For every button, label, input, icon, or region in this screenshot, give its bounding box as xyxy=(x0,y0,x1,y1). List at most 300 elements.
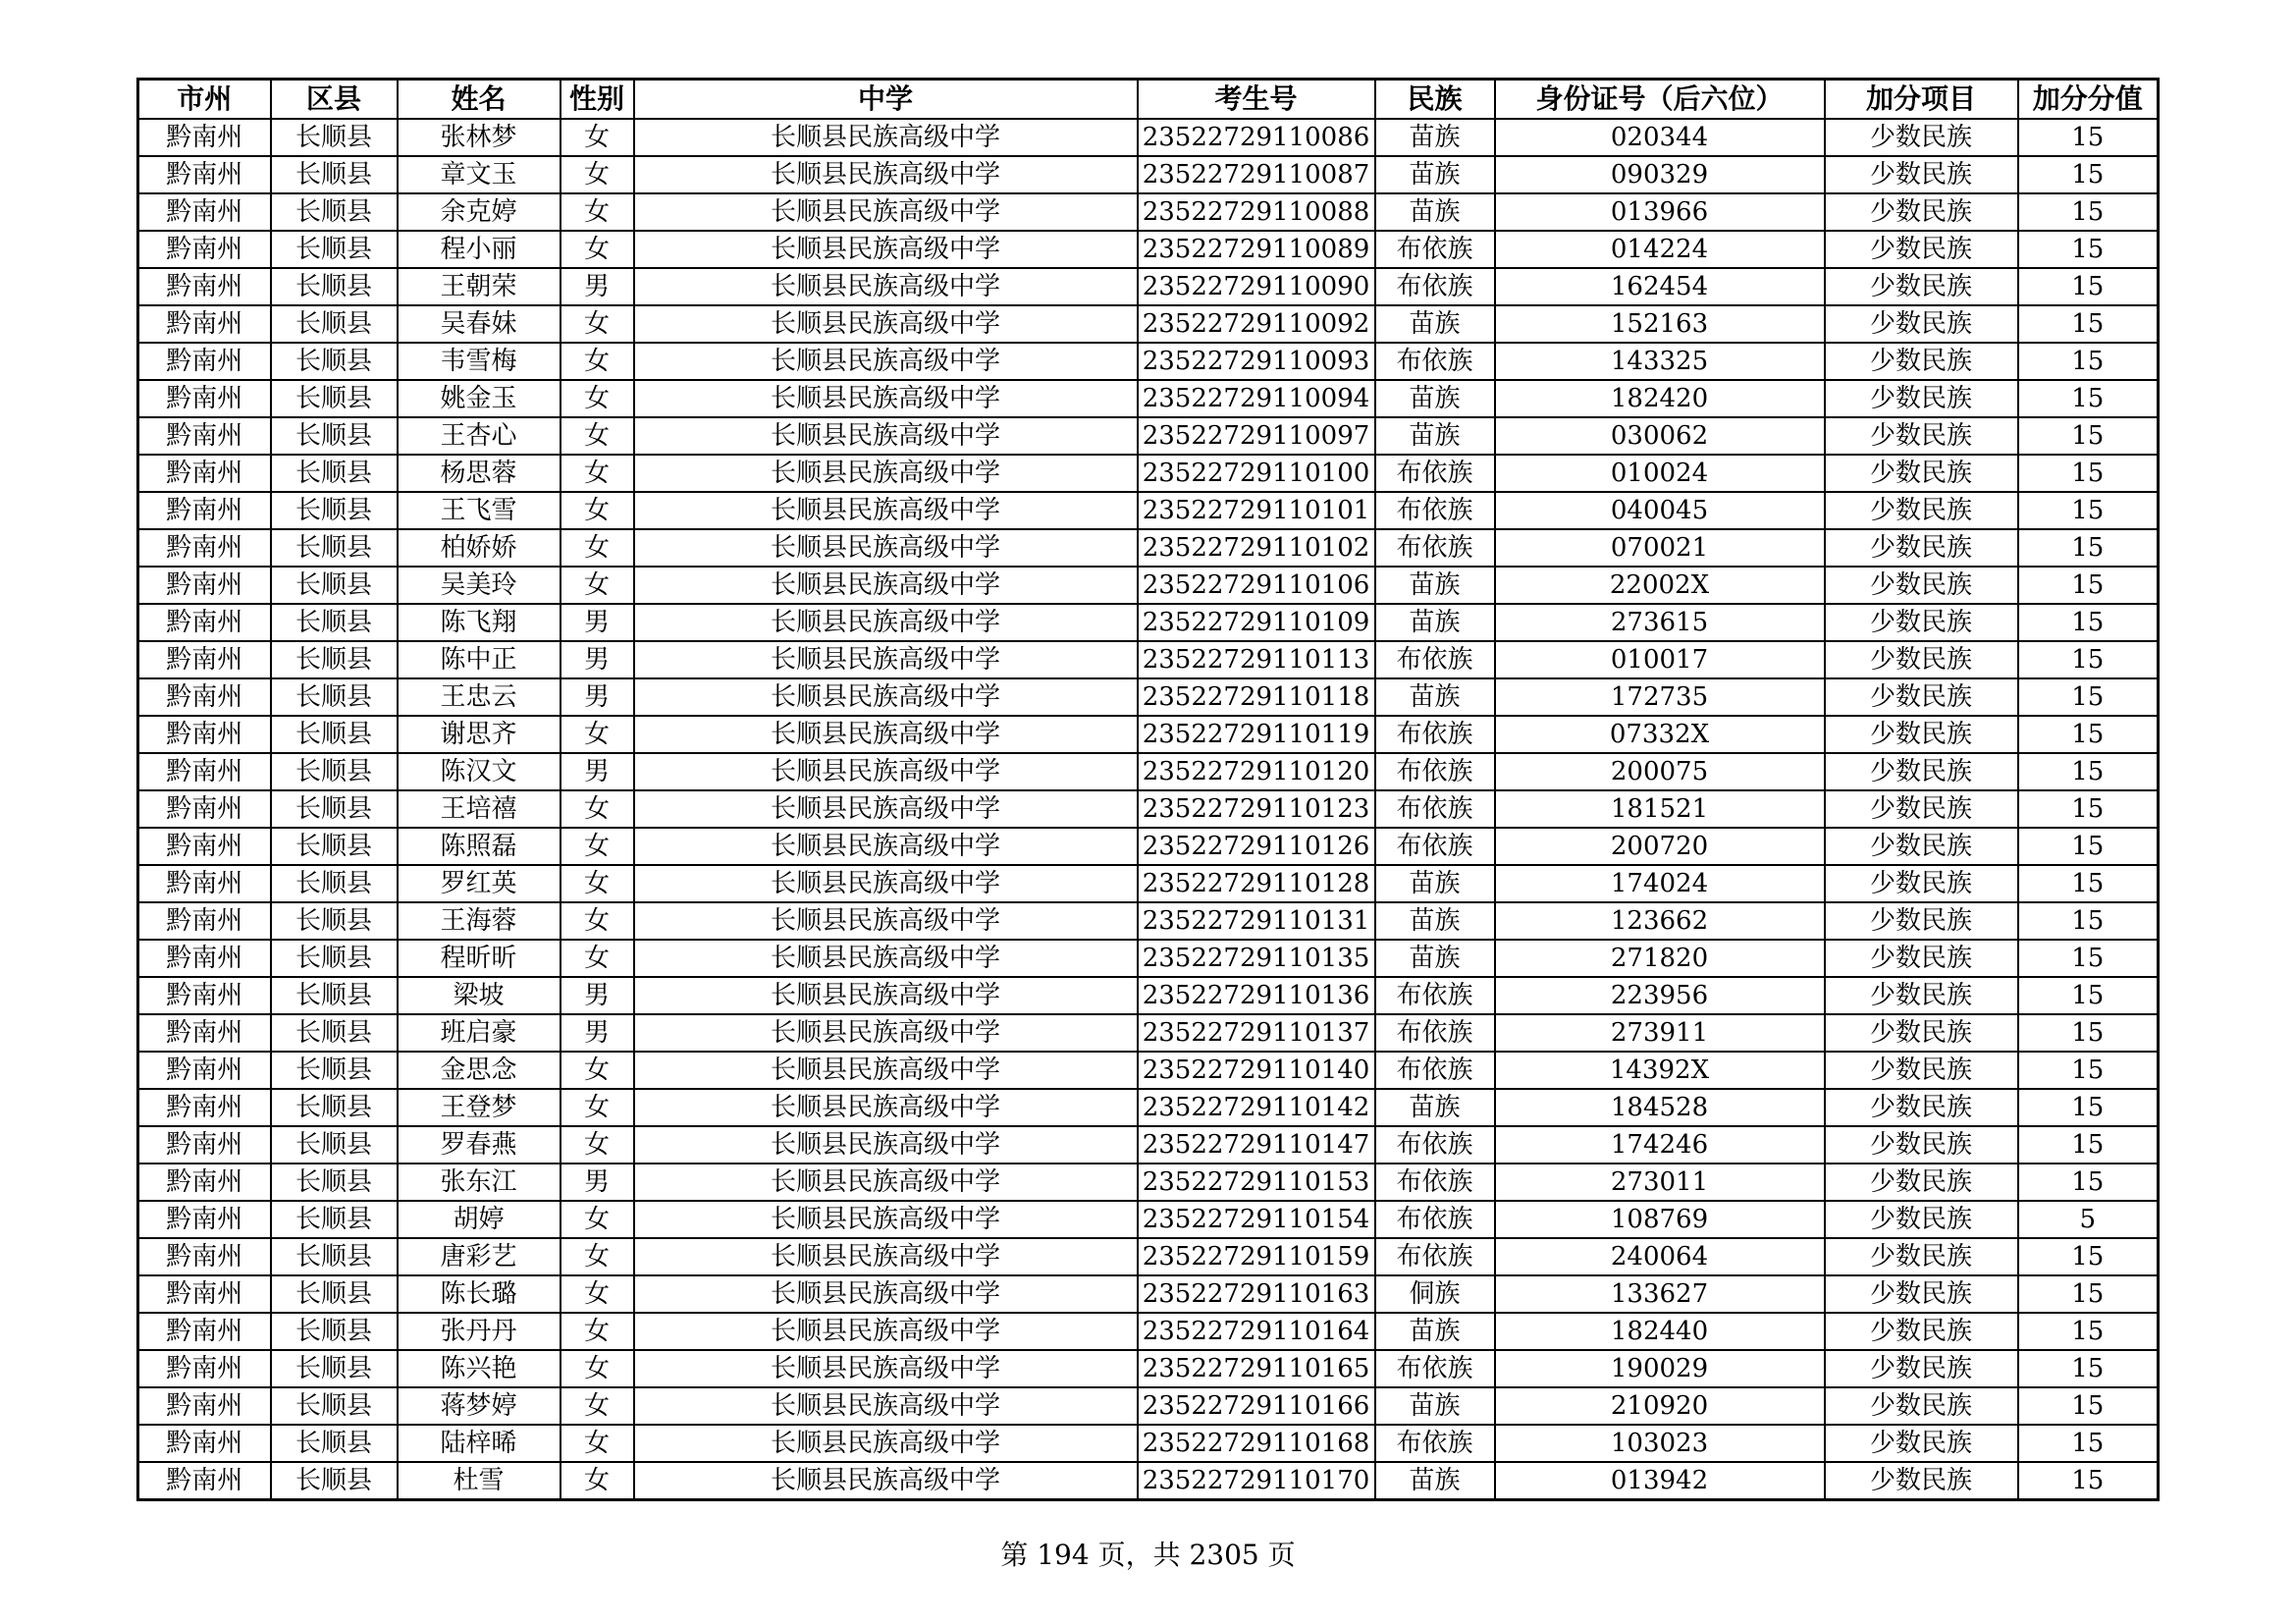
cell-bonus-item: 少数民族 xyxy=(1825,977,2018,1014)
cell-gender: 女 xyxy=(561,492,634,529)
cell-name: 陈中正 xyxy=(398,641,561,678)
column-header-gender: 性别 xyxy=(561,80,634,120)
table-row xyxy=(138,641,2159,678)
cell-id-suffix: 040045 xyxy=(1495,492,1825,529)
cell-ethnicity: 苗族 xyxy=(1375,678,1495,716)
cell-exam-id: 23522729110093 xyxy=(1138,343,1375,380)
cell-name: 韦雪梅 xyxy=(398,343,561,380)
cell-ethnicity: 苗族 xyxy=(1375,902,1495,940)
cell-bonus-score: 15 xyxy=(2018,567,2159,604)
cell-bonus-score: 15 xyxy=(2018,1164,2159,1201)
cell-county: 长顺县 xyxy=(271,940,398,977)
cell-name: 王飞雪 xyxy=(398,492,561,529)
cell-bonus-item: 少数民族 xyxy=(1825,1275,2018,1313)
cell-city: 黔南州 xyxy=(138,380,271,417)
cell-id-suffix: 273011 xyxy=(1495,1164,1825,1201)
cell-bonus-item: 少数民族 xyxy=(1825,343,2018,380)
cell-ethnicity: 苗族 xyxy=(1375,604,1495,641)
table-row xyxy=(138,231,2159,268)
cell-ethnicity: 苗族 xyxy=(1375,1462,1495,1500)
table-row xyxy=(138,940,2159,977)
cell-bonus-item: 少数民族 xyxy=(1825,231,2018,268)
cell-county: 长顺县 xyxy=(271,268,398,305)
cell-county: 长顺县 xyxy=(271,305,398,343)
cell-name: 陈照磊 xyxy=(398,828,561,865)
cell-id-suffix: 103023 xyxy=(1495,1425,1825,1462)
cell-county: 长顺县 xyxy=(271,1052,398,1089)
column-header-bonus-item: 加分项目 xyxy=(1825,80,2018,120)
cell-gender: 女 xyxy=(561,1275,634,1313)
cell-gender: 女 xyxy=(561,1238,634,1275)
cell-id-suffix: 090329 xyxy=(1495,156,1825,193)
cell-ethnicity: 布依族 xyxy=(1375,231,1495,268)
cell-exam-id: 23522729110123 xyxy=(1138,790,1375,828)
cell-ethnicity: 苗族 xyxy=(1375,193,1495,231)
table-row xyxy=(138,1238,2159,1275)
cell-name: 张林梦 xyxy=(398,119,561,156)
table-row xyxy=(138,977,2159,1014)
cell-bonus-item: 少数民族 xyxy=(1825,678,2018,716)
cell-bonus-score: 15 xyxy=(2018,455,2159,492)
cell-gender: 女 xyxy=(561,940,634,977)
cell-bonus-score: 15 xyxy=(2018,1425,2159,1462)
cell-exam-id: 23522729110170 xyxy=(1138,1462,1375,1500)
cell-school: 长顺县民族高级中学 xyxy=(634,567,1138,604)
cell-bonus-item: 少数民族 xyxy=(1825,417,2018,455)
cell-id-suffix: 14392X xyxy=(1495,1052,1825,1089)
cell-school: 长顺县民族高级中学 xyxy=(634,865,1138,902)
cell-id-suffix: 273615 xyxy=(1495,604,1825,641)
cell-gender: 男 xyxy=(561,753,634,790)
cell-name: 金思念 xyxy=(398,1052,561,1089)
cell-exam-id: 23522729110086 xyxy=(1138,119,1375,156)
cell-city: 黔南州 xyxy=(138,828,271,865)
cell-gender: 女 xyxy=(561,1313,634,1350)
table-row xyxy=(138,604,2159,641)
cell-id-suffix: 182440 xyxy=(1495,1313,1825,1350)
cell-exam-id: 23522729110120 xyxy=(1138,753,1375,790)
table-row xyxy=(138,1350,2159,1387)
cell-bonus-score: 15 xyxy=(2018,940,2159,977)
cell-city: 黔南州 xyxy=(138,641,271,678)
cell-bonus-score: 15 xyxy=(2018,492,2159,529)
cell-school: 长顺县民族高级中学 xyxy=(634,193,1138,231)
cell-ethnicity: 布依族 xyxy=(1375,1238,1495,1275)
table-row xyxy=(138,828,2159,865)
table-row xyxy=(138,305,2159,343)
cell-city: 黔南州 xyxy=(138,1275,271,1313)
cell-id-suffix: 013966 xyxy=(1495,193,1825,231)
cell-school: 长顺县民族高级中学 xyxy=(634,940,1138,977)
cell-ethnicity: 布依族 xyxy=(1375,1126,1495,1164)
cell-ethnicity: 布依族 xyxy=(1375,492,1495,529)
cell-bonus-score: 15 xyxy=(2018,790,2159,828)
cell-bonus-item: 少数民族 xyxy=(1825,193,2018,231)
cell-ethnicity: 苗族 xyxy=(1375,1387,1495,1425)
cell-exam-id: 23522729110159 xyxy=(1138,1238,1375,1275)
table-row xyxy=(138,1089,2159,1126)
cell-bonus-item: 少数民族 xyxy=(1825,940,2018,977)
cell-gender: 女 xyxy=(561,231,634,268)
cell-name: 章文玉 xyxy=(398,156,561,193)
cell-gender: 女 xyxy=(561,193,634,231)
cell-name: 王海蓉 xyxy=(398,902,561,940)
cell-name: 胡婷 xyxy=(398,1201,561,1238)
cell-exam-id: 23522729110147 xyxy=(1138,1126,1375,1164)
cell-name: 蒋梦婷 xyxy=(398,1387,561,1425)
cell-gender: 男 xyxy=(561,1014,634,1052)
cell-city: 黔南州 xyxy=(138,567,271,604)
cell-ethnicity: 布依族 xyxy=(1375,828,1495,865)
cell-school: 长顺县民族高级中学 xyxy=(634,380,1138,417)
cell-ethnicity: 苗族 xyxy=(1375,119,1495,156)
column-header-school: 中学 xyxy=(634,80,1138,120)
cell-gender: 女 xyxy=(561,790,634,828)
cell-county: 长顺县 xyxy=(271,828,398,865)
page-number-footer: 第 194 页，共 2305 页 xyxy=(1000,1539,1296,1571)
cell-bonus-item: 少数民族 xyxy=(1825,119,2018,156)
cell-exam-id: 23522729110136 xyxy=(1138,977,1375,1014)
cell-gender: 女 xyxy=(561,1201,634,1238)
cell-id-suffix: 013942 xyxy=(1495,1462,1825,1500)
column-header-county: 区县 xyxy=(271,80,398,120)
cell-gender: 男 xyxy=(561,678,634,716)
cell-bonus-item: 少数民族 xyxy=(1825,1350,2018,1387)
cell-bonus-item: 少数民族 xyxy=(1825,1164,2018,1201)
table-row xyxy=(138,417,2159,455)
cell-school: 长顺县民族高级中学 xyxy=(634,1089,1138,1126)
cell-bonus-score: 15 xyxy=(2018,977,2159,1014)
cell-school: 长顺县民族高级中学 xyxy=(634,492,1138,529)
cell-ethnicity: 苗族 xyxy=(1375,1089,1495,1126)
cell-ethnicity: 苗族 xyxy=(1375,567,1495,604)
cell-city: 黔南州 xyxy=(138,1238,271,1275)
cell-bonus-item: 少数民族 xyxy=(1825,1425,2018,1462)
cell-county: 长顺县 xyxy=(271,193,398,231)
cell-bonus-item: 少数民族 xyxy=(1825,529,2018,567)
cell-name: 杨思蓉 xyxy=(398,455,561,492)
cell-school: 长顺县民族高级中学 xyxy=(634,1201,1138,1238)
cell-exam-id: 23522729110164 xyxy=(1138,1313,1375,1350)
cell-city: 黔南州 xyxy=(138,119,271,156)
cell-name: 程小丽 xyxy=(398,231,561,268)
cell-county: 长顺县 xyxy=(271,1275,398,1313)
cell-name: 杜雪 xyxy=(398,1462,561,1500)
cell-bonus-score: 15 xyxy=(2018,305,2159,343)
cell-county: 长顺县 xyxy=(271,753,398,790)
cell-bonus-item: 少数民族 xyxy=(1825,1014,2018,1052)
cell-gender: 男 xyxy=(561,268,634,305)
cell-bonus-score: 15 xyxy=(2018,865,2159,902)
cell-school: 长顺县民族高级中学 xyxy=(634,753,1138,790)
cell-bonus-item: 少数民族 xyxy=(1825,268,2018,305)
cell-county: 长顺县 xyxy=(271,455,398,492)
table-row xyxy=(138,1164,2159,1201)
cell-school: 长顺县民族高级中学 xyxy=(634,1425,1138,1462)
table-row xyxy=(138,1387,2159,1425)
cell-id-suffix: 172735 xyxy=(1495,678,1825,716)
cell-exam-id: 23522729110100 xyxy=(1138,455,1375,492)
cell-name: 王杏心 xyxy=(398,417,561,455)
cell-city: 黔南州 xyxy=(138,492,271,529)
table-row xyxy=(138,753,2159,790)
cell-city: 黔南州 xyxy=(138,940,271,977)
cell-gender: 女 xyxy=(561,865,634,902)
cell-gender: 女 xyxy=(561,1089,634,1126)
cell-bonus-item: 少数民族 xyxy=(1825,380,2018,417)
table-row xyxy=(138,343,2159,380)
cell-city: 黔南州 xyxy=(138,790,271,828)
table-row xyxy=(138,119,2159,156)
cell-county: 长顺县 xyxy=(271,1350,398,1387)
cell-name: 罗春燕 xyxy=(398,1126,561,1164)
cell-name: 谢思齐 xyxy=(398,716,561,753)
cell-bonus-item: 少数民族 xyxy=(1825,604,2018,641)
cell-city: 黔南州 xyxy=(138,1164,271,1201)
table-row xyxy=(138,1425,2159,1462)
cell-city: 黔南州 xyxy=(138,417,271,455)
cell-city: 黔南州 xyxy=(138,1052,271,1089)
cell-school: 长顺县民族高级中学 xyxy=(634,343,1138,380)
cell-county: 长顺县 xyxy=(271,343,398,380)
cell-school: 长顺县民族高级中学 xyxy=(634,678,1138,716)
cell-id-suffix: 133627 xyxy=(1495,1275,1825,1313)
cell-county: 长顺县 xyxy=(271,1089,398,1126)
table-row xyxy=(138,492,2159,529)
cell-gender: 女 xyxy=(561,343,634,380)
cell-name: 梁坡 xyxy=(398,977,561,1014)
cell-exam-id: 23522729110131 xyxy=(1138,902,1375,940)
cell-id-suffix: 174246 xyxy=(1495,1126,1825,1164)
cell-school: 长顺县民族高级中学 xyxy=(634,1052,1138,1089)
table-row xyxy=(138,1462,2159,1500)
cell-name: 姚金玉 xyxy=(398,380,561,417)
cell-bonus-item: 少数民族 xyxy=(1825,1387,2018,1425)
cell-gender: 女 xyxy=(561,1462,634,1500)
cell-exam-id: 23522729110109 xyxy=(1138,604,1375,641)
cell-gender: 女 xyxy=(561,1350,634,1387)
cell-gender: 女 xyxy=(561,417,634,455)
cell-city: 黔南州 xyxy=(138,1201,271,1238)
cell-bonus-item: 少数民族 xyxy=(1825,641,2018,678)
cell-id-suffix: 174024 xyxy=(1495,865,1825,902)
cell-city: 黔南州 xyxy=(138,1425,271,1462)
cell-bonus-score: 15 xyxy=(2018,678,2159,716)
cell-gender: 女 xyxy=(561,1425,634,1462)
cell-name: 余克婷 xyxy=(398,193,561,231)
cell-exam-id: 23522729110102 xyxy=(1138,529,1375,567)
table-body xyxy=(138,119,2159,1500)
cell-name: 王登梦 xyxy=(398,1089,561,1126)
cell-school: 长顺县民族高级中学 xyxy=(634,604,1138,641)
cell-ethnicity: 苗族 xyxy=(1375,305,1495,343)
cell-ethnicity: 布依族 xyxy=(1375,716,1495,753)
cell-bonus-item: 少数民族 xyxy=(1825,828,2018,865)
cell-ethnicity: 布依族 xyxy=(1375,1350,1495,1387)
cell-ethnicity: 布依族 xyxy=(1375,753,1495,790)
cell-county: 长顺县 xyxy=(271,678,398,716)
cell-gender: 女 xyxy=(561,567,634,604)
cell-bonus-item: 少数民族 xyxy=(1825,902,2018,940)
cell-ethnicity: 苗族 xyxy=(1375,865,1495,902)
table-row xyxy=(138,678,2159,716)
cell-name: 陈飞翔 xyxy=(398,604,561,641)
cell-gender: 女 xyxy=(561,119,634,156)
cell-id-suffix: 020344 xyxy=(1495,119,1825,156)
cell-name: 罗红英 xyxy=(398,865,561,902)
cell-name: 柏娇娇 xyxy=(398,529,561,567)
column-header-city: 市州 xyxy=(138,80,271,120)
cell-id-suffix: 200720 xyxy=(1495,828,1825,865)
table-row xyxy=(138,1052,2159,1089)
cell-id-suffix: 182420 xyxy=(1495,380,1825,417)
cell-bonus-score: 15 xyxy=(2018,1014,2159,1052)
cell-bonus-score: 15 xyxy=(2018,1126,2159,1164)
cell-ethnicity: 布依族 xyxy=(1375,529,1495,567)
cell-ethnicity: 苗族 xyxy=(1375,417,1495,455)
cell-exam-id: 23522729110137 xyxy=(1138,1014,1375,1052)
cell-bonus-item: 少数民族 xyxy=(1825,753,2018,790)
table-row xyxy=(138,865,2159,902)
cell-bonus-item: 少数民族 xyxy=(1825,1089,2018,1126)
cell-ethnicity: 布依族 xyxy=(1375,1014,1495,1052)
cell-id-suffix: 240064 xyxy=(1495,1238,1825,1275)
cell-exam-id: 23522729110126 xyxy=(1138,828,1375,865)
cell-ethnicity: 布依族 xyxy=(1375,343,1495,380)
cell-exam-id: 23522729110142 xyxy=(1138,1089,1375,1126)
cell-bonus-score: 15 xyxy=(2018,1350,2159,1387)
cell-name: 吴美玲 xyxy=(398,567,561,604)
cell-school: 长顺县民族高级中学 xyxy=(634,305,1138,343)
cell-bonus-item: 少数民族 xyxy=(1825,305,2018,343)
cell-city: 黔南州 xyxy=(138,455,271,492)
cell-bonus-score: 15 xyxy=(2018,716,2159,753)
cell-exam-id: 23522729110135 xyxy=(1138,940,1375,977)
cell-bonus-item: 少数民族 xyxy=(1825,1201,2018,1238)
cell-county: 长顺县 xyxy=(271,417,398,455)
cell-ethnicity: 苗族 xyxy=(1375,1313,1495,1350)
cell-bonus-score: 15 xyxy=(2018,753,2159,790)
cell-bonus-item: 少数民族 xyxy=(1825,156,2018,193)
table-header-row xyxy=(138,80,2159,120)
cell-name: 班启豪 xyxy=(398,1014,561,1052)
cell-city: 黔南州 xyxy=(138,1126,271,1164)
cell-school: 长顺县民族高级中学 xyxy=(634,455,1138,492)
cell-county: 长顺县 xyxy=(271,119,398,156)
cell-school: 长顺县民族高级中学 xyxy=(634,1350,1138,1387)
cell-city: 黔南州 xyxy=(138,193,271,231)
cell-id-suffix: 143325 xyxy=(1495,343,1825,380)
cell-county: 长顺县 xyxy=(271,567,398,604)
cell-name: 陈汉文 xyxy=(398,753,561,790)
cell-id-suffix: 123662 xyxy=(1495,902,1825,940)
cell-exam-id: 23522729110101 xyxy=(1138,492,1375,529)
cell-ethnicity: 布依族 xyxy=(1375,1201,1495,1238)
cell-school: 长顺县民族高级中学 xyxy=(634,977,1138,1014)
cell-exam-id: 23522729110092 xyxy=(1138,305,1375,343)
cell-id-suffix: 181521 xyxy=(1495,790,1825,828)
cell-school: 长顺县民族高级中学 xyxy=(634,268,1138,305)
cell-city: 黔南州 xyxy=(138,1313,271,1350)
cell-id-suffix: 014224 xyxy=(1495,231,1825,268)
cell-county: 长顺县 xyxy=(271,1126,398,1164)
cell-school: 长顺县民族高级中学 xyxy=(634,1126,1138,1164)
cell-ethnicity: 布依族 xyxy=(1375,977,1495,1014)
cell-school: 长顺县民族高级中学 xyxy=(634,902,1138,940)
cell-gender: 女 xyxy=(561,828,634,865)
column-header-exam-id: 考生号 xyxy=(1138,80,1375,120)
cell-gender: 女 xyxy=(561,902,634,940)
table-row xyxy=(138,1275,2159,1313)
cell-id-suffix: 010017 xyxy=(1495,641,1825,678)
cell-city: 黔南州 xyxy=(138,1462,271,1500)
cell-id-suffix: 22002X xyxy=(1495,567,1825,604)
cell-city: 黔南州 xyxy=(138,1350,271,1387)
cell-gender: 女 xyxy=(561,305,634,343)
cell-exam-id: 23522729110094 xyxy=(1138,380,1375,417)
cell-name: 王培禧 xyxy=(398,790,561,828)
cell-id-suffix: 108769 xyxy=(1495,1201,1825,1238)
cell-county: 长顺县 xyxy=(271,604,398,641)
cell-bonus-item: 少数民族 xyxy=(1825,1313,2018,1350)
table-row xyxy=(138,529,2159,567)
cell-city: 黔南州 xyxy=(138,1014,271,1052)
cell-exam-id: 23522729110140 xyxy=(1138,1052,1375,1089)
cell-city: 黔南州 xyxy=(138,343,271,380)
cell-name: 唐彩艺 xyxy=(398,1238,561,1275)
cell-school: 长顺县民族高级中学 xyxy=(634,1014,1138,1052)
cell-bonus-item: 少数民族 xyxy=(1825,492,2018,529)
cell-exam-id: 23522729110106 xyxy=(1138,567,1375,604)
cell-ethnicity: 布依族 xyxy=(1375,1052,1495,1089)
cell-school: 长顺县民族高级中学 xyxy=(634,156,1138,193)
cell-bonus-score: 15 xyxy=(2018,828,2159,865)
table-row xyxy=(138,902,2159,940)
cell-county: 长顺县 xyxy=(271,156,398,193)
cell-exam-id: 23522729110119 xyxy=(1138,716,1375,753)
cell-county: 长顺县 xyxy=(271,977,398,1014)
cell-exam-id: 23522729110090 xyxy=(1138,268,1375,305)
cell-exam-id: 23522729110089 xyxy=(1138,231,1375,268)
cell-county: 长顺县 xyxy=(271,1462,398,1500)
cell-ethnicity: 布依族 xyxy=(1375,455,1495,492)
cell-bonus-score: 15 xyxy=(2018,193,2159,231)
cell-name: 张丹丹 xyxy=(398,1313,561,1350)
cell-bonus-score: 15 xyxy=(2018,1238,2159,1275)
cell-id-suffix: 273911 xyxy=(1495,1014,1825,1052)
cell-county: 长顺县 xyxy=(271,1014,398,1052)
cell-name: 陈兴艳 xyxy=(398,1350,561,1387)
cell-city: 黔南州 xyxy=(138,678,271,716)
table-row xyxy=(138,268,2159,305)
cell-id-suffix: 152163 xyxy=(1495,305,1825,343)
cell-county: 长顺县 xyxy=(271,231,398,268)
cell-bonus-score: 15 xyxy=(2018,268,2159,305)
table-row xyxy=(138,193,2159,231)
cell-school: 长顺县民族高级中学 xyxy=(634,1238,1138,1275)
cell-county: 长顺县 xyxy=(271,1387,398,1425)
column-header-bonus-score: 加分分值 xyxy=(2018,80,2159,120)
cell-exam-id: 23522729110113 xyxy=(1138,641,1375,678)
table-row xyxy=(138,380,2159,417)
cell-gender: 男 xyxy=(561,641,634,678)
cell-city: 黔南州 xyxy=(138,753,271,790)
cell-id-suffix: 07332X xyxy=(1495,716,1825,753)
cell-county: 长顺县 xyxy=(271,1201,398,1238)
cell-bonus-score: 15 xyxy=(2018,1313,2159,1350)
cell-exam-id: 23522729110097 xyxy=(1138,417,1375,455)
cell-gender: 女 xyxy=(561,1052,634,1089)
